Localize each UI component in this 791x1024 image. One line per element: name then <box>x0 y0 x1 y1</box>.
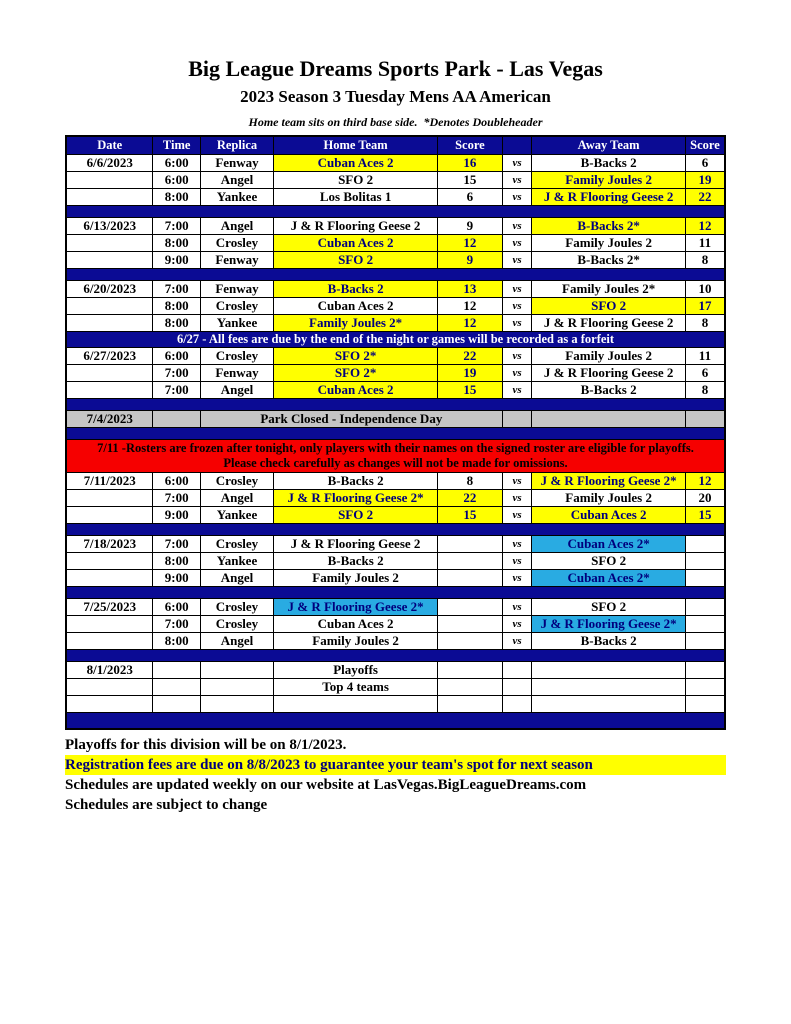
replica-cell: Yankee <box>200 553 273 570</box>
vs-label: vs <box>502 599 532 616</box>
away-score-cell <box>685 536 725 553</box>
date-cell: 7/11/2023 <box>66 473 153 490</box>
col-header-vs <box>502 136 532 155</box>
date-cell <box>66 507 153 524</box>
banner-line: 7/11 -Rosters are frozen after tonight, only players with their names on the signed roster are eligible for playoffs. <box>97 441 694 455</box>
separator-row <box>66 650 725 662</box>
vs-cell-empty <box>502 662 532 679</box>
separator-bar <box>66 206 725 218</box>
away-team-cell: B-Backs 2* <box>532 218 686 235</box>
home-team-cell: SFO 2 <box>274 252 438 269</box>
home-team-cell: J & R Flooring Geese 2 <box>274 536 438 553</box>
game-row <box>66 315 725 332</box>
home-score-cell <box>438 599 503 616</box>
date-cell <box>66 172 153 189</box>
home-team-cell: Cuban Aces 2 <box>274 298 438 315</box>
away-team-cell: Cuban Aces 2* <box>532 570 686 587</box>
time-cell: 7:00 <box>153 281 200 298</box>
time-cell: 6:00 <box>153 172 200 189</box>
date-cell <box>66 616 153 633</box>
away-score-cell: 19 <box>685 172 725 189</box>
away-score-cell <box>685 553 725 570</box>
replica-cell: Fenway <box>200 365 273 382</box>
away-team-cell <box>532 662 686 679</box>
separator-bar <box>66 428 725 440</box>
away-score-cell: 22 <box>685 189 725 206</box>
replica-cell: Angel <box>200 633 273 650</box>
separator-bar <box>66 587 725 599</box>
separator-bar <box>66 399 725 411</box>
separator-row <box>66 206 725 218</box>
home-team-cell: Family Joules 2* <box>274 315 438 332</box>
vs-label: vs <box>502 218 532 235</box>
replica-cell: Angel <box>200 172 273 189</box>
home-score-cell: 15 <box>438 507 503 524</box>
date-cell: 7/4/2023 <box>66 411 153 428</box>
park-closed-row <box>66 411 725 428</box>
time-cell <box>153 679 200 696</box>
away-score-cell <box>685 662 725 679</box>
home-score-cell: 16 <box>438 155 503 172</box>
fees-notice-row <box>66 332 725 348</box>
roster-freeze-banner-text <box>66 440 725 473</box>
game-row <box>66 218 725 235</box>
away-score-cell: 20 <box>685 490 725 507</box>
home-score-cell: 8 <box>438 473 503 490</box>
time-cell: 9:00 <box>153 507 200 524</box>
vs-label: vs <box>502 348 532 365</box>
date-cell <box>66 189 153 206</box>
col-header-time: Time <box>153 136 200 155</box>
time-cell: 7:00 <box>153 218 200 235</box>
game-row <box>66 507 725 524</box>
col-header-home-score: Score <box>438 136 503 155</box>
home-team-cell: SFO 2* <box>274 365 438 382</box>
page-subtitle: 2023 Season 3 Tuesday Mens AA American <box>240 87 551 106</box>
home-team-cell: J & R Flooring Geese 2 <box>274 218 438 235</box>
away-score-cell: 12 <box>685 473 725 490</box>
away-score-cell <box>685 570 725 587</box>
separator-bar <box>66 524 725 536</box>
away-team-cell: J & R Flooring Geese 2 <box>532 365 686 382</box>
fees-notice-text: 6/27 - All fees are due by the end of the night or games will be recorded as a forfeit <box>66 332 725 348</box>
game-row <box>66 298 725 315</box>
home-score-cell: 15 <box>438 382 503 399</box>
replica-cell: Angel <box>200 490 273 507</box>
replica-cell: Crosley <box>200 599 273 616</box>
game-row <box>66 348 725 365</box>
separator-row <box>66 713 725 730</box>
replica-cell: Fenway <box>200 281 273 298</box>
info-text: Playoffs <box>274 662 438 679</box>
away-team-cell: SFO 2 <box>532 599 686 616</box>
away-team-cell: SFO 2 <box>532 553 686 570</box>
replica-cell: Crosley <box>200 348 273 365</box>
time-cell: 6:00 <box>153 348 200 365</box>
home-score-cell <box>438 536 503 553</box>
game-row <box>66 490 725 507</box>
replica-cell: Angel <box>200 382 273 399</box>
date-cell <box>66 235 153 252</box>
time-cell: 8:00 <box>153 315 200 332</box>
footer-registration-note: Registration fees are due on 8/8/2023 to guarantee your team's spot for next season <box>65 755 726 775</box>
time-cell: 7:00 <box>153 365 200 382</box>
away-score-cell: 15 <box>685 507 725 524</box>
vs-label: vs <box>502 490 532 507</box>
away-score-cell: 11 <box>685 348 725 365</box>
game-row <box>66 365 725 382</box>
home-team-cell: Cuban Aces 2 <box>274 155 438 172</box>
vs-label: vs <box>502 281 532 298</box>
away-team-cell: Family Joules 2 <box>532 490 686 507</box>
replica-cell: Fenway <box>200 155 273 172</box>
away-team-cell: Family Joules 2 <box>532 348 686 365</box>
away-score-cell: 8 <box>685 382 725 399</box>
away-team-cell: B-Backs 2* <box>532 252 686 269</box>
home-team-cell: B-Backs 2 <box>274 553 438 570</box>
col-header-away-score: Score <box>685 136 725 155</box>
footer-subject-to-change-note: Schedules are subject to change <box>65 797 268 813</box>
home-score-cell: 6 <box>438 189 503 206</box>
vs-label: vs <box>502 473 532 490</box>
date-cell <box>66 633 153 650</box>
home-score-cell: 9 <box>438 252 503 269</box>
away-score-cell <box>685 411 725 428</box>
away-score-cell: 11 <box>685 235 725 252</box>
replica-cell: Crosley <box>200 536 273 553</box>
vs-label: vs <box>502 536 532 553</box>
home-team-cell: J & R Flooring Geese 2* <box>274 490 438 507</box>
time-cell: 6:00 <box>153 155 200 172</box>
away-team-cell: J & R Flooring Geese 2 <box>532 189 686 206</box>
game-row <box>66 155 725 172</box>
time-cell <box>153 696 200 713</box>
home-score-cell <box>438 570 503 587</box>
date-cell: 6/13/2023 <box>66 218 153 235</box>
banner-line: Please check carefully as changes will not be made for omissions. <box>223 456 568 470</box>
date-cell <box>66 553 153 570</box>
date-cell <box>66 365 153 382</box>
away-team-cell: J & R Flooring Geese 2 <box>532 315 686 332</box>
vs-label: vs <box>502 298 532 315</box>
separator-bar <box>66 650 725 662</box>
vs-label: vs <box>502 570 532 587</box>
home-score-cell <box>438 662 503 679</box>
date-cell: 7/25/2023 <box>66 599 153 616</box>
game-row <box>66 473 725 490</box>
replica-cell <box>200 696 273 713</box>
time-cell: 9:00 <box>153 252 200 269</box>
home-team-cell: SFO 2 <box>274 172 438 189</box>
separator-row <box>66 428 725 440</box>
replica-cell <box>200 679 273 696</box>
game-row <box>66 252 725 269</box>
replica-cell: Yankee <box>200 189 273 206</box>
game-row <box>66 633 725 650</box>
vs-label: vs <box>502 235 532 252</box>
footer-playoffs-note: Playoffs for this division will be on 8/1/2023. <box>65 737 347 753</box>
date-cell <box>66 315 153 332</box>
time-cell: 7:00 <box>153 382 200 399</box>
away-team-cell: J & R Flooring Geese 2* <box>532 616 686 633</box>
date-cell: 7/18/2023 <box>66 536 153 553</box>
home-team-cell <box>274 696 438 713</box>
playoffs-info-row <box>66 662 725 679</box>
date-cell <box>66 298 153 315</box>
replica-cell: Crosley <box>200 616 273 633</box>
home-score-cell <box>438 633 503 650</box>
away-team-cell: Cuban Aces 2* <box>532 536 686 553</box>
game-row <box>66 235 725 252</box>
away-team-cell: B-Backs 2 <box>532 382 686 399</box>
time-cell: 7:00 <box>153 490 200 507</box>
away-team-cell <box>532 679 686 696</box>
date-cell: 6/27/2023 <box>66 348 153 365</box>
time-cell: 7:00 <box>153 536 200 553</box>
away-team-cell <box>532 696 686 713</box>
date-cell <box>66 679 153 696</box>
date-cell <box>66 490 153 507</box>
game-row <box>66 616 725 633</box>
home-score-cell: 22 <box>438 348 503 365</box>
home-team-cell: Cuban Aces 2 <box>274 235 438 252</box>
schedule-table <box>65 135 726 730</box>
date-cell <box>66 252 153 269</box>
col-header-replica: Replica <box>200 136 273 155</box>
playoffs-info-row <box>66 679 725 696</box>
home-team-cell: SFO 2 <box>274 507 438 524</box>
replica-cell: Crosley <box>200 235 273 252</box>
away-score-cell <box>685 633 725 650</box>
header-row <box>66 136 725 155</box>
away-score-cell <box>685 696 725 713</box>
away-score-cell: 8 <box>685 252 725 269</box>
away-score-cell: 6 <box>685 155 725 172</box>
away-team-cell: Family Joules 2 <box>532 172 686 189</box>
time-cell <box>153 411 200 428</box>
home-team-cell: SFO 2* <box>274 348 438 365</box>
game-row <box>66 189 725 206</box>
vs-label: vs <box>502 553 532 570</box>
home-score-cell <box>438 679 503 696</box>
away-team-cell: Family Joules 2 <box>532 235 686 252</box>
closed-text: Park Closed - Independence Day <box>200 411 502 428</box>
home-team-cell: Los Bolitas 1 <box>274 189 438 206</box>
away-score-cell: 8 <box>685 315 725 332</box>
date-cell <box>66 382 153 399</box>
time-cell: 8:00 <box>153 189 200 206</box>
away-score-cell: 10 <box>685 281 725 298</box>
game-row <box>66 172 725 189</box>
time-cell <box>153 662 200 679</box>
home-score-cell: 19 <box>438 365 503 382</box>
date-cell: 6/6/2023 <box>66 155 153 172</box>
home-team-cell: Cuban Aces 2 <box>274 382 438 399</box>
away-team-cell <box>532 411 686 428</box>
away-score-cell: 12 <box>685 218 725 235</box>
home-team-cell: B-Backs 2 <box>274 281 438 298</box>
home-score-cell: 13 <box>438 281 503 298</box>
away-team-cell: SFO 2 <box>532 298 686 315</box>
game-row <box>66 599 725 616</box>
time-cell: 7:00 <box>153 616 200 633</box>
away-score-cell: 6 <box>685 365 725 382</box>
home-team-cell: J & R Flooring Geese 2* <box>274 599 438 616</box>
away-score-cell: 17 <box>685 298 725 315</box>
vs-cell-empty <box>502 679 532 696</box>
date-cell: 6/20/2023 <box>66 281 153 298</box>
game-row <box>66 536 725 553</box>
schedule-rows <box>66 155 725 730</box>
time-cell: 8:00 <box>153 298 200 315</box>
home-score-cell: 15 <box>438 172 503 189</box>
vs-cell-empty <box>502 411 532 428</box>
time-cell: 6:00 <box>153 599 200 616</box>
home-score-cell: 9 <box>438 218 503 235</box>
replica-cell: Fenway <box>200 252 273 269</box>
vs-cell-empty <box>502 696 532 713</box>
separator-row <box>66 587 725 599</box>
replica-cell: Yankee <box>200 507 273 524</box>
time-cell: 6:00 <box>153 473 200 490</box>
vs-label: vs <box>502 616 532 633</box>
col-header-home-team: Home Team <box>274 136 438 155</box>
time-cell: 8:00 <box>153 633 200 650</box>
footer <box>65 735 726 815</box>
page-title: Big League Dreams Sports Park - Las Vegas <box>188 56 603 81</box>
home-team-cell: B-Backs 2 <box>274 473 438 490</box>
home-score-cell <box>438 553 503 570</box>
game-row <box>66 281 725 298</box>
info-text: Top 4 teams <box>274 679 438 696</box>
time-cell: 9:00 <box>153 570 200 587</box>
replica-cell: Angel <box>200 570 273 587</box>
away-team-cell: J & R Flooring Geese 2* <box>532 473 686 490</box>
replica-cell: Crosley <box>200 298 273 315</box>
footer-website-note: Schedules are updated weekly on our website at LasVegas.BigLeagueDreams.com <box>65 777 587 793</box>
vs-label: vs <box>502 315 532 332</box>
vs-label: vs <box>502 252 532 269</box>
home-score-cell: 12 <box>438 298 503 315</box>
vs-label: vs <box>502 155 532 172</box>
game-row <box>66 382 725 399</box>
home-score-cell: 22 <box>438 490 503 507</box>
home-team-cell: Family Joules 2 <box>274 633 438 650</box>
vs-label: vs <box>502 633 532 650</box>
vs-label: vs <box>502 365 532 382</box>
date-cell <box>66 570 153 587</box>
time-cell: 8:00 <box>153 235 200 252</box>
roster-freeze-banner-row <box>66 440 725 473</box>
replica-cell <box>200 662 273 679</box>
col-header-away-team: Away Team <box>532 136 686 155</box>
empty-row <box>66 696 725 713</box>
field-note: Home team sits on third base side. *Denotes Doubleheader <box>248 115 543 129</box>
away-team-cell: B-Backs 2 <box>532 155 686 172</box>
home-score-cell <box>438 616 503 633</box>
home-team-cell: Family Joules 2 <box>274 570 438 587</box>
replica-cell: Crosley <box>200 473 273 490</box>
home-score-cell: 12 <box>438 315 503 332</box>
away-team-cell: B-Backs 2 <box>532 633 686 650</box>
vs-label: vs <box>502 172 532 189</box>
separator-row <box>66 269 725 281</box>
away-team-cell: Family Joules 2* <box>532 281 686 298</box>
game-row <box>66 553 725 570</box>
replica-cell: Angel <box>200 218 273 235</box>
replica-cell: Yankee <box>200 315 273 332</box>
vs-label: vs <box>502 382 532 399</box>
vs-label: vs <box>502 189 532 206</box>
col-header-date: Date <box>66 136 153 155</box>
away-score-cell <box>685 616 725 633</box>
separator-bar <box>66 713 725 730</box>
vs-label: vs <box>502 507 532 524</box>
separator-row <box>66 524 725 536</box>
time-cell: 8:00 <box>153 553 200 570</box>
separator-bar <box>66 269 725 281</box>
separator-row <box>66 399 725 411</box>
away-score-cell <box>685 599 725 616</box>
date-cell <box>66 696 153 713</box>
home-score-cell <box>438 696 503 713</box>
away-score-cell <box>685 679 725 696</box>
away-team-cell: Cuban Aces 2 <box>532 507 686 524</box>
home-score-cell: 12 <box>438 235 503 252</box>
home-team-cell: Cuban Aces 2 <box>274 616 438 633</box>
game-row <box>66 570 725 587</box>
date-cell: 8/1/2023 <box>66 662 153 679</box>
